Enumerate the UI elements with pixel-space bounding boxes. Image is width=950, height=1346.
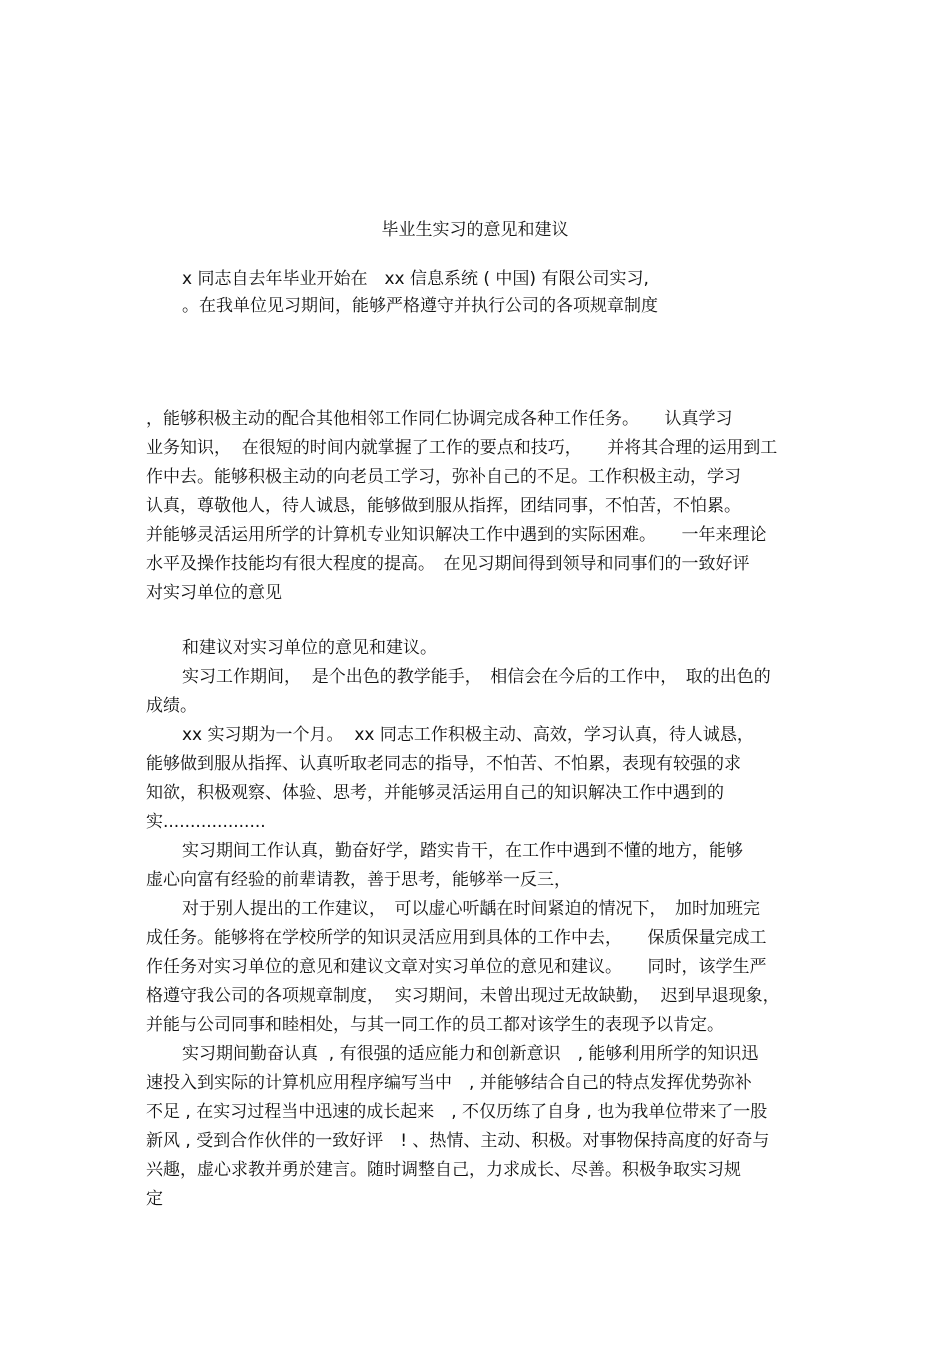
paragraph-line: 速投入到实际的计算机应用程序编写当中 , 并能够结合自己的特点发挥优势弥补 xyxy=(146,1073,752,1093)
paragraph-line: 虚心向富有经验的前辈请教，善于思考，能够举一反三， xyxy=(146,870,571,890)
paragraph-line: 兴趣，虚心求教并勇於建言。随时调整自己，力求成长、尽善。积极争取实习规 xyxy=(146,1160,741,1180)
paragraph-line: 水平及操作技能均有很大程度的提高。 在见习期间得到领导和同事们的一致好评 xyxy=(146,554,750,574)
paragraph-line: 实习期间工作认真，勤奋好学，踏实肯干，在工作中遇到不懂的地方，能够 xyxy=(182,841,743,861)
paragraph-line: 和建议对实习单位的意见和建议。 xyxy=(182,638,437,658)
paragraph-line: 不足 , 在实习过程当中迅速的成长起来 , 不仅历练了自身 , 也为我单位带来了一股 xyxy=(146,1102,768,1122)
paragraph-line: 实习工作期间， 是个出色的教学能手， 相信会在今后的工作中， 取的出色的 xyxy=(182,667,771,687)
paragraph-line: 对于别人提出的工作建议， 可以虚心听龋在时间紧迫的情况下， 加时加班完 xyxy=(182,899,760,919)
paragraph-line: 成绩。 xyxy=(146,696,197,716)
paragraph-line: 成任务。能够将在学校所学的知识灵活应用到具体的工作中去， 保质保量完成工 xyxy=(146,928,767,948)
paragraph-line: 作任务对实习单位的意见和建议文章对实习单位的意见和建议。 同时，该学生严 xyxy=(146,957,767,977)
paragraph-line: 新风 , 受到合作伙伴的一致好评 ! 、热情、主动、积极。对事物保持高度的好奇与 xyxy=(146,1131,770,1151)
document-title: 毕业生实习的意见和建议 xyxy=(381,220,569,240)
paragraph-line: 实习期间勤奋认真 , 有很强的适应能力和创新意识 , 能够利用所学的知识迅 xyxy=(182,1044,759,1064)
paragraph-line: 格遵守我公司的各项规章制度， 实习期间，未曾出现过无故缺勤， 迟到早退现象， xyxy=(146,986,780,1006)
paragraph-line: 能够做到服从指挥、认真听取老同志的指导，不怕苦、不怕累，表现有较强的求 xyxy=(146,754,741,774)
paragraph-line: ，能够积极主动的配合其他相邻工作同仁协调完成各种工作任务。 认真学习 xyxy=(146,409,733,429)
paragraph-line: 业务知识， 在很短的时间内就掌握了工作的要点和技巧， 并将其合理的运用到工 xyxy=(146,438,778,458)
paragraph-line: 定 xyxy=(146,1189,163,1209)
paragraph-line: 对实习单位的意见 xyxy=(146,583,282,603)
paragraph-line: 。在我单位见习期间，能够严格遵守并执行公司的各项规章制度 xyxy=(182,296,658,316)
paragraph-line: 并能与公司同事和睦相处，与其一同工作的员工都对该学生的表现予以肯定。 xyxy=(146,1015,724,1035)
paragraph-line: x 同志自去年毕业开始在 xx 信息系统 ( 中国) 有限公司实习, xyxy=(182,269,649,289)
paragraph-line: xx 实习期为一个月。 xx 同志工作积极主动、高效，学习认真，待人诚恳， xyxy=(182,725,754,745)
paragraph-line: 并能够灵活运用所学的计算机专业知识解决工作中遇到的实际困难。 一年来理论 xyxy=(146,525,767,545)
paragraph-line: 知欲，积极观察、体验、思考，并能够灵活运用自己的知识解决工作中遇到的 xyxy=(146,783,724,803)
paragraph-line: 作中去。能够积极主动的向老员工学习，弥补自己的不足。工作积极主动，学习 xyxy=(146,467,741,487)
paragraph-line: 认真，尊敬他人，待人诚恳，能够做到服从指挥，团结同事，不怕苦，不怕累。 xyxy=(146,496,741,516)
paragraph-line: 实................... xyxy=(146,812,266,832)
